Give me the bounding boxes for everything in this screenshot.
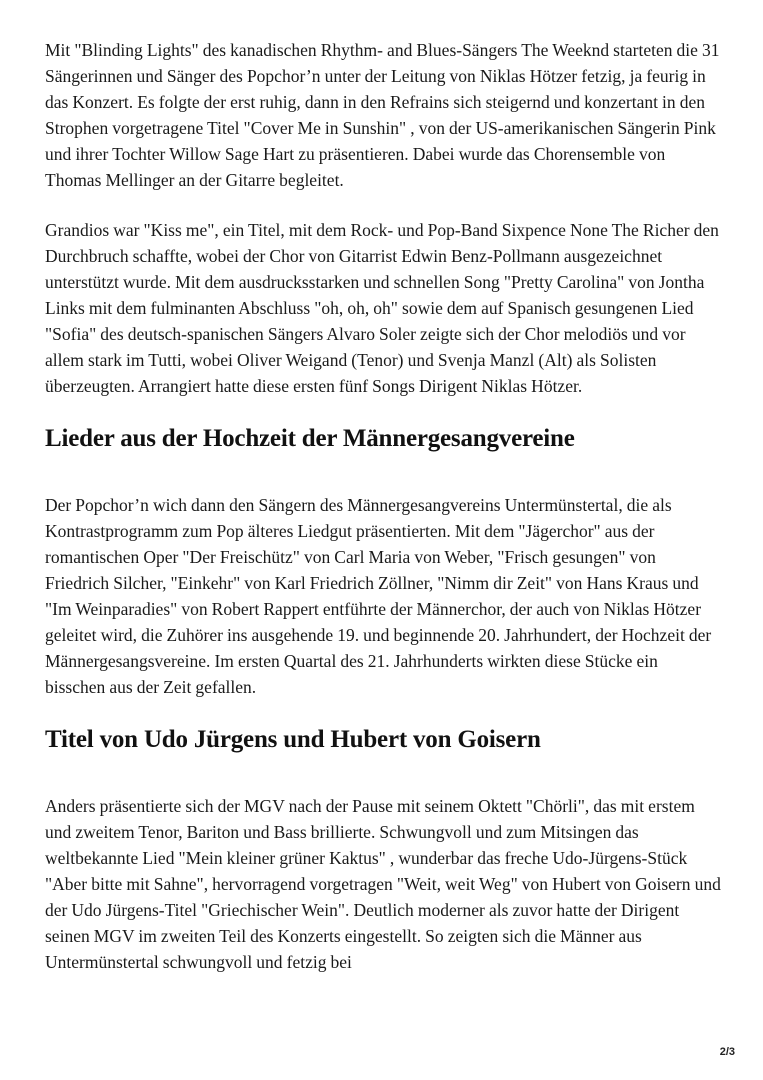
article-paragraph-3: Der Popchor’n wich dann den Sängern des Männergesangvereins Untermünstertal, die als Kontrastprogramm zum Pop älteres Liedgut präsentierten. Mit dem "Jägerchor" aus der romantischen Oper "Der Freischütz" von Carl Maria von Weber, "Frisch gesungen" von Friedrich Silcher, "Einkehr" von Karl Friedrich Zöllner, "Nimm dir Zeit" von Hans Kraus und "Im Weinparadies" von Robert Rappert entführte der Männerchor, der auch von Niklas Hötzer geleitet wird, die Zuhörer ins ausgehende 19. und beginnende 20. Jahrhundert, der Hochzeit der Männergesangsvereine. Im ersten Quartal des 21. Jahrhunderts wirkten diese Stücke ein bisschen aus der Zeit gefallen. <box>45 495 712 697</box>
article-body <box>45 37 721 999</box>
page-number-indicator: 2/3 <box>719 1046 735 1058</box>
article-paragraph-1: Mit "Blinding Lights" des kanadischen Rhythm- and Blues-Sängers The Weeknd starteten die 31 Sängerinnen und Sänger des Popchor’n unter der Leitung von Niklas Hötzer fetzig, ja feurig in das Konzert. Es folgte der erst ruhig, dann in den Refrains sich steigernd und konzertant in den Strophen vorgetragene Titel "Cover Me in Sunshin" , von der US-amerikanischen Sängerin Pink und ihrer Tochter Willow Sage Hart zu präsentieren. Dabei wurde das Chorensemble von Thomas Mellinger an der Gitarre begleitet. <box>45 40 720 190</box>
article-paragraph-2: Grandios war "Kiss me", ein Titel, mit dem Rock- und Pop-Band Sixpence None The Richer den Durchbruch schaffte, wobei der Chor von Gitarrist Edwin Benz-Pollmann ausgezeichnet unterstützt wurde. Mit dem ausdrucksstarken und schnellen Song "Pretty Carolina" von Jontha Links mit dem fulminanten Abschluss "oh, oh, oh" sowie dem auf Spanisch gesungenen Lied "Sofia" des deutsch-spanischen Sängers Alvaro Soler zeigte sich der Chor melodiös und vor allem stark im Tutti, wobei Oliver Weigand (Tenor) und Svenja Manzl (Alt) als Solisten überzeugten. Arrangiert hatte diese ersten fünf Songs Dirigent Niklas Hötzer. <box>45 220 719 396</box>
article-paragraph-4: Anders präsentierte sich der MGV nach der Pause mit seinem Oktett "Chörli", das mit erstem und zweitem Tenor, Bariton und Bass brillierte. Schwungvoll und zum Mitsingen das weltbekannte Lied "Mein kleiner grüner Kaktus" , wunderbar das freche Udo-Jürgens-Stück "Aber bitte mit Sahne", hervorragend vorgetragen "Weit, weit Weg" von Hubert von Goisern und der Udo Jürgens-Titel "Griechischer Wein". Deutlich moderner als zuvor hatte der Dirigent seinen MGV im zweiten Teil des Konzerts eingestellt. So zeigten sich die Männer aus Untermünstertal schwungvoll und fetzig bei <box>45 796 721 972</box>
section-heading-maennergesangvereine: Lieder aus der Hochzeit der Männergesangvereine <box>45 425 575 452</box>
section-heading-udo-juergens: Titel von Udo Jürgens und Hubert von Goisern <box>45 726 541 753</box>
